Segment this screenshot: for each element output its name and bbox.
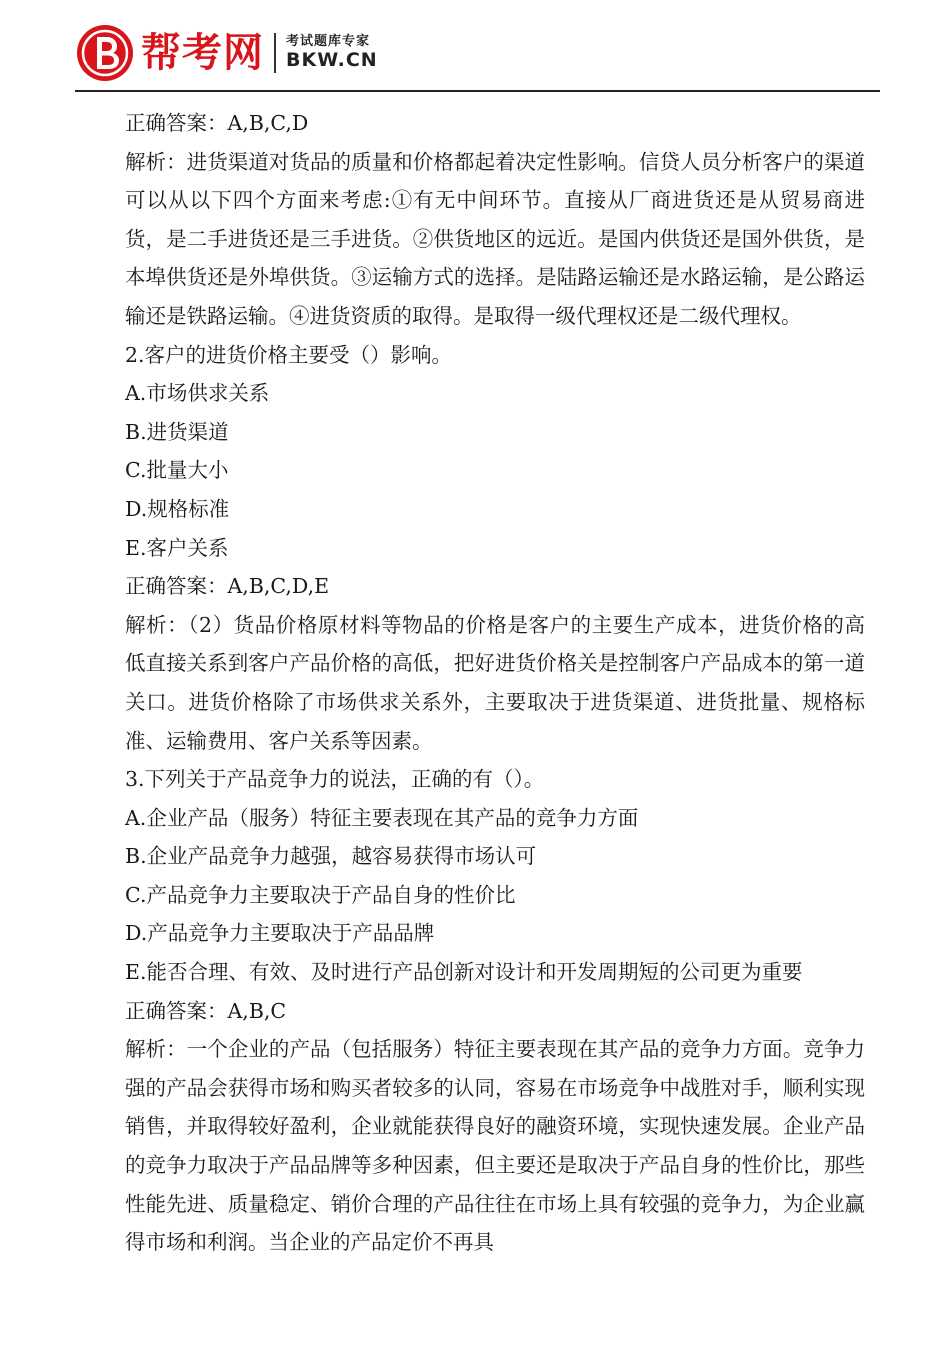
brand-tagline: 考试题库专家 (286, 34, 371, 50)
q3-option-c: C.产品竞争力主要取决于产品自身的性价比 (125, 882, 516, 907)
q2-answer: 正确答案：A,B,C,D,E (125, 574, 330, 599)
q2-option-e: E.客户关系 (125, 535, 229, 560)
q3-option-a: A.企业产品（服务）特征主要表现在其产品的竞争力方面 (125, 805, 639, 830)
q1-answer: 正确答案：A,B,C,D (125, 111, 309, 135)
site-logo[interactable] (75, 22, 378, 84)
q2-question: 2.客户的进货价格主要受（）影响。 (125, 342, 453, 367)
brand-domain: BKW.CN (286, 48, 378, 71)
document-body (125, 104, 865, 1262)
logo-subtitle (286, 35, 378, 70)
q2-option-b: B.进货渠道 (125, 419, 229, 444)
bkw-b-logo-icon (75, 23, 135, 83)
q1-analysis: 解析：进货渠道对货品的质量和价格都起着决定性影响。信贷人员分析客户的渠道可以从以下四个方面来考虑:①有无中间环节。直接从厂商进货还是从贸易商进货，是二手进货还是三手进货。②供货地区的远近。是国内供货还是国外供货，是本埠供货还是外埠供货。③运输方式的选择。是陆路运输还是水路运输，是公路运输还是铁路运输。④进货资质的取得。是取得一级代理权还是二级代理权。 (125, 149, 865, 328)
page-header (0, 0, 950, 95)
q3-analysis: 解析：一个企业的产品（包括服务）特征主要表现在其产品的竞争力方面。竞争力强的产品会获得市场和购买者较多的认同，容易在市场竞争中战胜对手，顺利实现销售，并取得较好盈利，企业就能获得良好的融资环境，实现快速发展。企业产品的竞争力取决于产品品牌等多种因素，但主要还是取决于产品自身的性价比，那些性能先进、质量稳定、销价合理的产品往往在市场上具有较强的竞争力，为企业赢得市场和利润。当企业的产品定价不再具 (125, 1037, 865, 1255)
header-divider (75, 90, 880, 92)
q2-option-c: C.批量大小 (125, 458, 229, 483)
q3-question: 3.下列关于产品竞争力的说法，正确的有（）。 (125, 767, 545, 792)
logo-divider (274, 33, 276, 73)
q3-answer: 正确答案：A,B,C (125, 998, 287, 1023)
q2-option-a: A.市场供求关系 (125, 381, 270, 406)
brand-name: 帮考网 (141, 30, 264, 76)
q2-analysis: 解析：（2）货品价格原材料等物品的价格是客户的主要生产成本，进货价格的高低直接关系到客户产品价格的高低，把好进货价格关是控制客户产品成本的第一道关口。进货价格除了市场供求关系外，主要取决于进货渠道、进货批量、规格标准、运输费用、客户关系等因素。 (125, 612, 865, 753)
q3-option-b: B.企业产品竞争力越强，越容易获得市场认可 (125, 844, 537, 869)
q3-option-d: D.产品竞争力主要取决于产品品牌 (125, 921, 435, 946)
q2-option-d: D.规格标准 (125, 496, 230, 521)
q3-option-e: E.能否合理、有效、及时进行产品创新对设计和开发周期短的公司更为重要 (125, 960, 803, 985)
